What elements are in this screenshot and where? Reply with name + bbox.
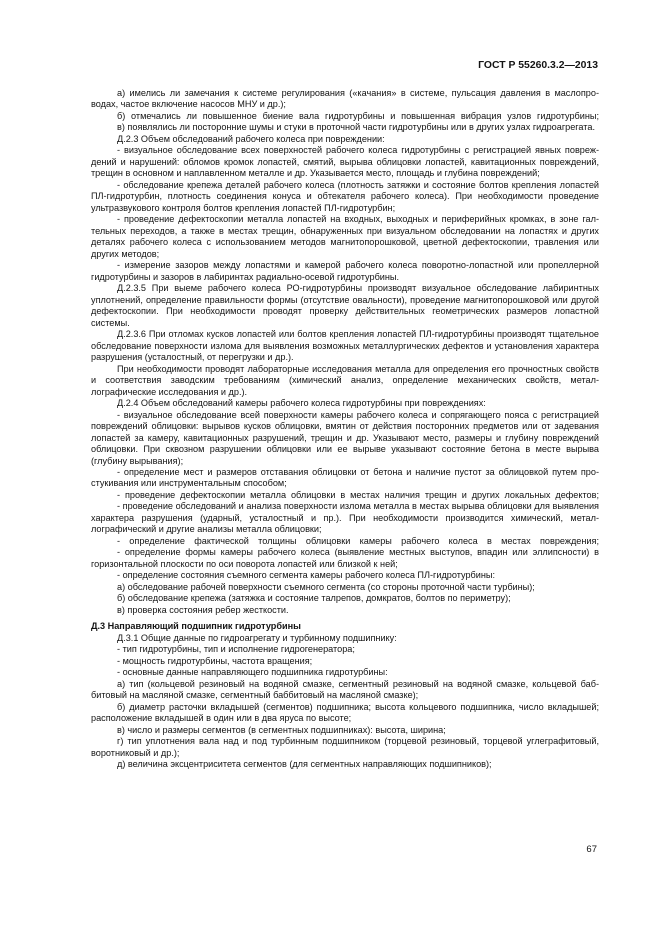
paragraph: д) величина эксцентриситета сегментов (для сегментных направляющих подшипников); bbox=[117, 759, 492, 770]
paragraph: а) тип (кольцевой резиновый на водяной смазке, сегментный резиновый на водяной смазке, кольцевой баббитовый на масляной смазке, сегментный баббитовый на масляной смазке); bbox=[91, 678, 599, 701]
paragraph: б) отмечались ли повышенное биение вала гидротурбины и повышенная вибрация узлов гидротурбины; bbox=[117, 110, 599, 121]
paragraph: б) диаметр расточки вкладышей (сегментов) подшипника; высота кольцевого подшипника, число вкладышей; расположение вкладышей в один или в два яруса по высоте; bbox=[91, 701, 599, 724]
paragraph: в) число и размеры сегментов (в сегментных подшипниках): высота, ширина; bbox=[117, 724, 446, 735]
paragraph: - визуальное обследование всей поверхности камеры рабочего колеса и сопрягающего пояса с регистрацией повреждений облицовки: вырывов кусков облицовки, вмятин от действия посторонних предметов или от задевания лопастей за камеру, кавитационных разрушений, трещин и др. Указывают место, размеры и глубину повреждений облицовки. При сквозном разрушении облицовки или ее вырыве указывают состояние бетона в месте вырыва (глубину вырывания); bbox=[91, 409, 599, 466]
paragraph: г) тип уплотнения вала над и под турбинным подшипником (торцевой резиновый, торцевой углеграфитовый, воротниковый и др.); bbox=[91, 736, 599, 758]
paragraph: - мощность гидротурбины, частота вращения; bbox=[117, 655, 313, 666]
paragraph: - определение формы камеры рабочего колеса (выявление местных выступов, впадин или эллипсности) в горизонтальной плоскости по оси поворота лопастей или близкой к ней; bbox=[91, 547, 599, 569]
page-number: 67 bbox=[586, 844, 597, 855]
paragraph: При необходимости проводят лабораторные исследования металла для определения его прочностных свойств и соответствия заводским требованиям (химический анализ, определение механических свойств, металлографические исследования и др.). bbox=[91, 363, 599, 397]
paragraph: - проведение дефектоскопии металла облицовки в местах наличия трещин и других локальных дефектов; bbox=[117, 489, 599, 500]
paragraph: Д.2.3.6 При отломах кусков лопастей или болтов крепления лопастей ПЛ-гидротурбины производят тщательное обследование поверхности излома для выявления возможных металлургических дефектов и установления характера разрушения (усталостный, от перегрузки и др.). bbox=[91, 329, 599, 363]
paragraph: в) проверка состояния ребер жесткости. bbox=[117, 604, 289, 615]
paragraph: б) обследование крепежа (затяжка и состояние талрепов, домкратов, болтов по периметру); bbox=[117, 593, 511, 604]
paragraph: в) появлялись ли посторонние шумы и стуки в проточной части гидротурбины или в других узлах гидроагрегата. bbox=[117, 122, 595, 133]
paragraph: - основные данные направляющего подшипника гидротурбины: bbox=[117, 667, 388, 678]
paragraph: - измерение зазоров между лопастями и камерой рабочего колеса поворотно-лопастной или пропеллерной гидротурбины и зазоров в лабиринтах радиально-осевой гидротурбины. bbox=[91, 260, 599, 282]
paragraph: - определение состояния съемного сегмента камеры рабочего колеса ПЛ-гидротурбины: bbox=[117, 570, 495, 581]
paragraph: - проведение дефектоскопии металла лопастей на входных, выходных и периферийных кромках, в зоне галтельных переходов, а также в местах трещин, обнаруженных при визуальном обследовании на лопастях и других деталях рабочего колеса с использованием методов магнитопорошковой, цветной дефектоскопии, травления или других методов; bbox=[91, 214, 599, 259]
paragraph: - определение фактической толщины облицовки камеры рабочего колеса в местах повреждения; bbox=[117, 535, 599, 546]
document-body bbox=[91, 88, 599, 771]
paragraph: а) обследование рабочей поверхности съемного сегмента (со стороны проточной части турбины); bbox=[117, 581, 535, 592]
standard-number: ГОСТ Р 55260.3.2—2013 bbox=[478, 60, 598, 71]
paragraph: Д.2.3.5 При выеме рабочего колеса РО-гидротурбины производят визуальное обследование лабиринтных уплотнений, определение правильности формы (отсутствие овальности), проведение магнитопорошковой или другой дефектоскопии. При необходимости проводят проверку действительных геометрических размеров лопастной системы. bbox=[91, 283, 599, 328]
document-header bbox=[0, 60, 598, 71]
paragraph: - проведение обследований и анализа поверхности излома металла в местах вырыва облицовки для выявления характера разрушения (ударный, усталостный и пр.). При необходимости производится химический, металлографический и другие анализы металла облицовки; bbox=[91, 501, 599, 535]
paragraph: - обследование крепежа деталей рабочего колеса (плотность затяжки и состояние болтов крепления лопастей ПЛ-гидротурбин, плотность соединения конуса и обтекателя рабочего колеса). При необходимости проведение ультразвукового контроля болтов крепления лопастей ПЛ-гидротурбин; bbox=[91, 179, 599, 213]
paragraph: - определение мест и размеров отставания облицовки от бетона и наличие пустот за облицовкой путем простукивания или инструментальным способом; bbox=[91, 466, 599, 489]
page-footer bbox=[0, 844, 597, 855]
paragraph: Д.2.4 Объем обследований камеры рабочего колеса гидротурбины при повреждениях: bbox=[117, 398, 486, 409]
paragraph: Д.3.1 Общие данные по гидроагрегату и турбинному подшипнику: bbox=[117, 632, 397, 643]
paragraph: Д.2.3 Объем обследований рабочего колеса при повреждении: bbox=[117, 133, 385, 144]
paragraph: а) имелись ли замечания к системе регулирования («качания» в системе, пульсация давления в маслопроводах, частое включение насосов МНУ и др.); bbox=[91, 88, 599, 110]
section-heading: Д.3 Направляющий подшипник гидротурбины bbox=[91, 621, 301, 632]
paragraph: - визуальное обследование всех поверхностей рабочего колеса гидротурбины с регистрацией явных повреждений и нарушений: обломов кромок лопастей, смятий, вырыва облицовки лопастей, кавитационных повреждений, трещин в основном и наплавленном металле и др. Указывается место, площадь и глубина повреждений; bbox=[91, 145, 599, 179]
paragraph: - тип гидротурбины, тип и исполнение гидрогенератора; bbox=[117, 644, 355, 655]
